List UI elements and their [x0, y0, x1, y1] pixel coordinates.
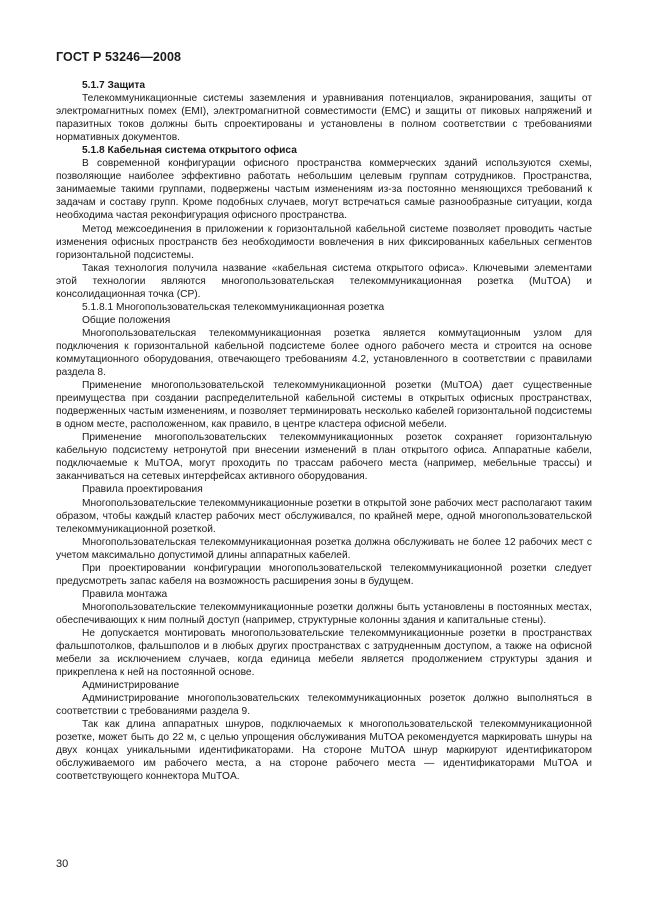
subheading-general: Общие положения: [82, 314, 171, 326]
paragraph: Применение многопользовательской телекоммуникационной розетки (MuTOA) дает существенные преимущества при создании распределительной кабельной системы в открытых офисных пространствах, подверженных частым изменениям, и позволяет терминировать несколько кабелей горизонтальной подсистемы в одном месте, расположенном, как правило, в центре кластера офисной мебели.: [56, 380, 592, 431]
page-number: 30: [56, 858, 69, 870]
paragraph: При проектировании конфигурации многопользовательской телекоммуникационной розетки следует предусмотреть запас кабеля на возможность расширения зоны в будущем.: [56, 562, 592, 587]
paragraph: Многопользовательская телекоммуникационная розетка должна обслуживать не более 12 рабочих мест с учетом максимально допустимой длины аппаратных кабелей.: [56, 536, 592, 561]
paragraph: Такая технология получила название «кабельная система открытого офиса». Ключевыми элементами этой технологии являются многопользовательская телекоммуникационная розетка (MuTOA) и консолидационная точка (CP).: [56, 262, 592, 300]
paragraph: Телекоммуникационные системы заземления и уравнивания потенциалов, экранирования, защиты от электромагнитных помех (EMI), электромагнитной совместимости (EMC) и защиты от пиковых напряжений и паразитных токов должны быть спроектированы и установлены в полном соответствии с требованиями нормативных документов.: [56, 93, 592, 144]
section-heading-5-1-8: 5.1.8 Кабельная система открытого офиса: [82, 145, 297, 157]
paragraph: Не допускается монтировать многопользовательские телекоммуникационные розетки в пространствах фальшпотолков, фальшполов и в любых других пространствах с затрудненным доступом, а также на офисной мебели за исключением случаев, когда единица мебели является продолжением структуры здания и прикреплена к ней на постоянной основе.: [56, 627, 592, 679]
subheading-administration: Администрирование: [82, 680, 180, 692]
paragraph: Метод межсоединения в приложении к горизонтальной кабельной системе позволяет проводить частые изменения офисных пространств без необходимости вовлечения в них фиксированных кабельных сегментов горизонтальной подсистемы.: [56, 223, 592, 261]
document-body: [56, 79, 592, 784]
paragraph: Многопользовательские телекоммуникационные розетки должны быть установлены в постоянных местах, обеспечивающих к ним полный доступ (например, структурные колонны здания и капитальные стены).: [56, 601, 592, 626]
paragraph: Администрирование многопользовательских телекоммуникационных розеток должно выполняться в соответствии с требованиями раздела 9.: [56, 693, 592, 718]
subsection-title-5-1-8-1: 5.1.8.1 Многопользовательская телекоммуникационная розетка: [82, 301, 385, 313]
paragraph: Так как длина аппаратных шнуров, подключаемых к многопользовательской телекоммуникационной розетке, может быть до 22 м, с целью упрощения обслуживания MuTOA рекомендуется маркировать шнуры на двух концах уникальными идентификаторами. На стороне MuTOA шнур маркируют идентификатором обслуживаемого им рабочего места, а на стороне рабочего места — идентификаторами MuTOA и соответствующего коннектора MuTOA.: [56, 719, 592, 783]
subheading-installation-rules: Правила монтажа: [82, 588, 168, 600]
page-header: ГОСТ Р 53246—2008: [56, 50, 182, 64]
subheading-design-rules: Правила проектирования: [82, 484, 203, 496]
paragraph: В современной конфигурации офисного пространства коммерческих зданий используются схемы, позволяющие наиболее эффективно работать небольшим целевым группам сотрудников. Пространства, занимаемые такими группами, подвержены частым изменениям из-за постоянно меняющихся требований к задачам и составу групп. Кроме подобных случаев, могут встречаться самые разнообразные ситуации, когда необходима частая реконфигурация офисного пространства.: [56, 158, 592, 222]
section-heading-5-1-7: 5.1.7 Защита: [82, 80, 146, 91]
paragraph: Многопользовательская телекоммуникационная розетка является коммутационным узлом для подключения к горизонтальной кабельной подсистеме более одного рабочего места и строится на основе коммутационного оборудования, отвечающего требованиям 4.2, установленного в соответствии с правилами раздела 8.: [56, 327, 592, 379]
paragraph: Многопользовательские телекоммуникационные розетки в открытой зоне рабочих мест располагают таким образом, чтобы каждый кластер рабочих мест обслуживался, по крайней мере, одной многопользовательской телекоммуникационной розеткой.: [56, 497, 592, 535]
paragraph: Применение многопользовательских телекоммуникационных розеток сохраняет горизонтальную кабельную подсистему нетронутой при внесении изменений в план открытого офиса. Аппаратные кабели, подключаемые к MuTOA, могут проходить по трассам рабочего места (например, мебельные трассы) и заканчиваться на сетевых интерфейсах активного оборудования.: [56, 432, 592, 483]
